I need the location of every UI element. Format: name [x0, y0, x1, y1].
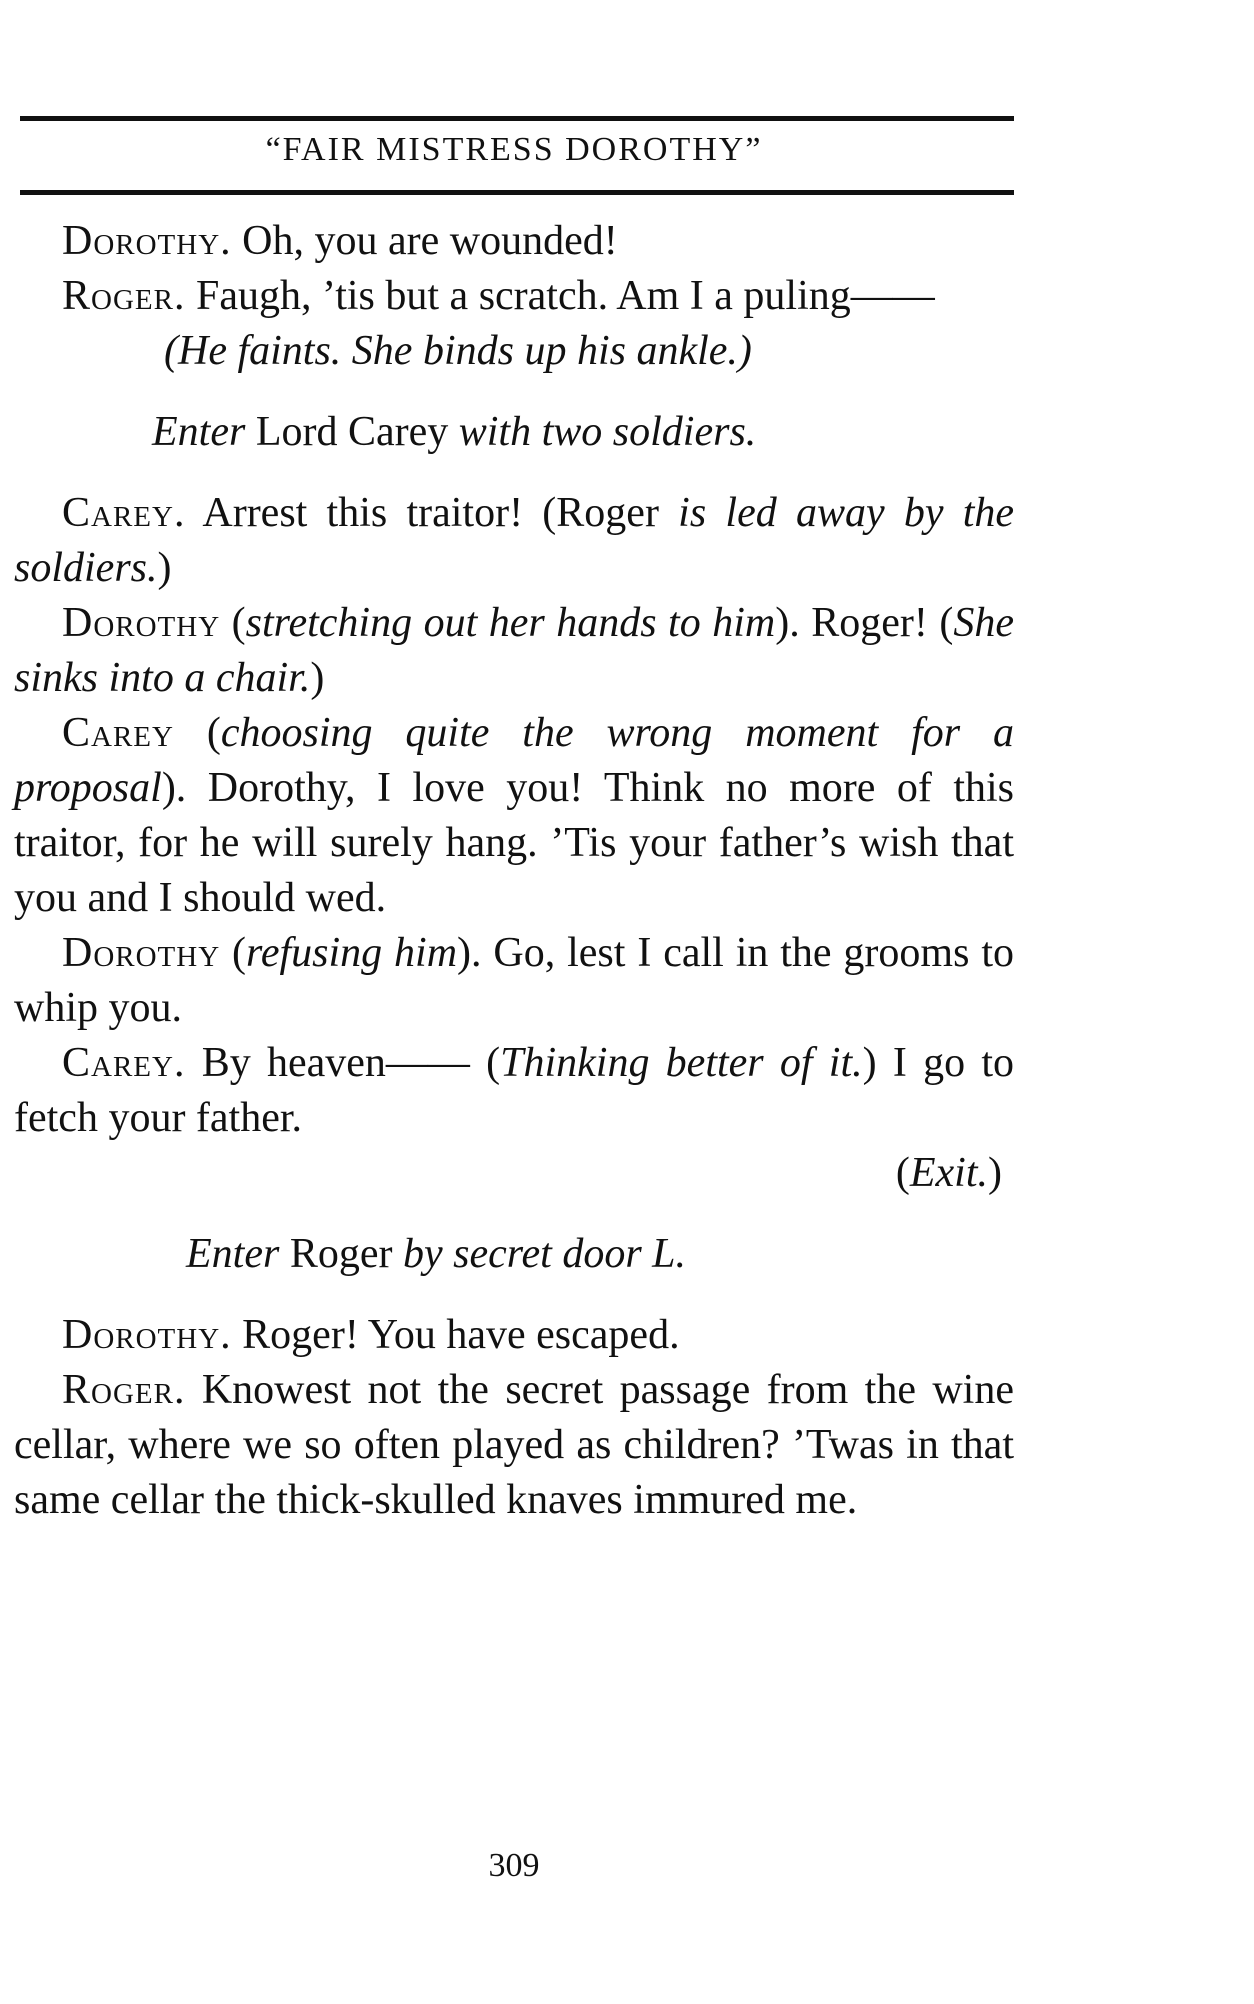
exit-word: Exit.	[909, 1150, 988, 1196]
speaker-name: Roger.	[62, 1367, 186, 1413]
speaker-name: Dorothy	[62, 600, 221, 646]
stage-direction-inline: stretching out her hands to him	[245, 600, 776, 646]
speech-line	[14, 214, 1014, 269]
entrance-enter: Enter	[186, 1231, 280, 1277]
speech-text: )	[310, 655, 325, 701]
stage-direction-inline: is led away by the soldiers.	[14, 490, 1015, 591]
entrance-name: Roger	[279, 1231, 403, 1277]
book-page	[14, 0, 1014, 2004]
header-rule-top	[20, 116, 1014, 121]
speaker-name: Roger.	[62, 273, 186, 319]
speech-line	[14, 706, 1014, 926]
speech-text: ) I go to fetch your father.	[14, 1040, 1014, 1141]
speech-text: (	[220, 600, 246, 646]
stage-direction-inline: Thinking better of it.	[500, 1040, 863, 1086]
speech-text: Knowest not the secret passage from the wine cellar, where we so often played as children? ’Twas in that same cellar the thick-skulled knaves immured me.	[14, 1367, 1014, 1523]
speech-text: ). Dorothy, I love you! Think no more of this traitor, for he will surely hang. ’Tis your father’s wish that you and I should wed.	[14, 765, 1014, 921]
speech-line	[14, 1363, 1014, 1528]
speech-text: ). Roger! (	[775, 600, 954, 646]
speaker-name: Dorothy.	[62, 1312, 232, 1358]
script-body	[14, 214, 1014, 1528]
speech-text: ). Go, lest I call in the grooms to whip you.	[14, 930, 1014, 1031]
speech-line	[14, 1036, 1014, 1146]
stage-direction-inline: refusing him	[246, 930, 458, 976]
speech-text: (	[173, 710, 221, 756]
speech-line	[14, 1308, 1014, 1363]
speech-text: Oh, you are wounded!	[231, 218, 618, 264]
entrance-enter: Enter	[152, 409, 246, 455]
header-rule-bottom	[20, 190, 1014, 195]
exit-direction	[14, 1146, 1014, 1201]
running-head: “FAIR MISTRESS DOROTHY”	[265, 131, 763, 168]
entrance-name: Lord Carey	[245, 409, 459, 455]
speech-text: (	[220, 930, 247, 976]
speech-line	[14, 486, 1014, 596]
speech-text: Arrest this traitor! (Roger	[185, 490, 679, 536]
speaker-name: Carey.	[62, 1040, 186, 1086]
speech-text: By heaven—— (	[185, 1040, 501, 1086]
entrance-rest: by secret door L.	[402, 1231, 687, 1277]
stage-direction-inline: She sinks into a chair.	[14, 600, 1014, 701]
entrance-direction	[14, 405, 1014, 460]
speaker-name: Carey.	[62, 490, 186, 536]
speech-line	[14, 926, 1014, 1036]
exit-paren-close: )	[988, 1150, 1002, 1196]
speaker-name: Dorothy	[62, 930, 221, 976]
entrance-direction	[14, 1227, 1014, 1282]
speech-line	[14, 269, 1014, 324]
stage-direction: (He faints. She binds up his ankle.)	[164, 328, 752, 374]
entrance-rest: with two soldiers.	[458, 409, 757, 455]
exit-paren-open: (	[895, 1150, 910, 1196]
stage-direction-inline: choosing quite the wrong moment for a proposal	[14, 710, 1014, 811]
speaker-name: Dorothy.	[62, 218, 232, 264]
speech-text: Roger! You have escaped.	[231, 1312, 680, 1358]
page-number: 309	[488, 1847, 540, 1884]
speech-text: Faugh, ’tis but a scratch. Am I a puling——	[185, 273, 935, 319]
speech-text: )	[157, 545, 172, 591]
speech-line	[14, 596, 1014, 706]
speaker-name: Carey	[62, 710, 174, 756]
